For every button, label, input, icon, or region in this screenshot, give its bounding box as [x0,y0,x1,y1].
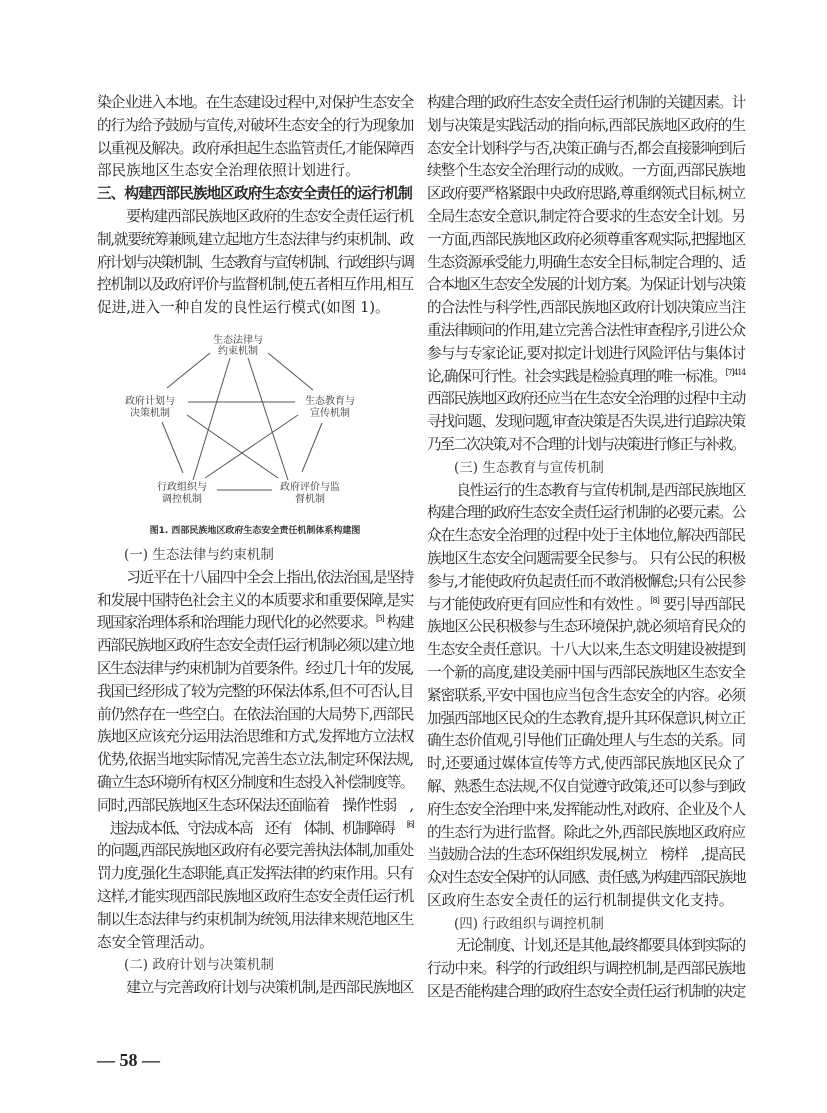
paragraph-line: 前仍然存在一些空白。在依法治国的大局势下,西部民 [97,705,414,723]
paragraph-line: 确立生态环境所有权区分制度和生态投入补偿制度等。 [97,773,413,791]
paragraph-line: 区生态法律与约束机制为首要条件。经过几十年的发展, [97,659,413,677]
edge-top-bottomleft [193,358,230,480]
figure-caption: 图1. 西部民族地区政府生态安全责任机制体系构建图 [149,525,361,536]
paragraph-line: 的行为给予鼓励与宣传,对破坏生态安全的行为现象加 [97,116,414,134]
right-column [427,92,745,1004]
node-right-line1: 生态教育与 [305,395,355,407]
paragraph-line: 与才能使政府更有回应性和有效性 。[8] 要引导西部民 [427,595,745,613]
paragraph-line: 府计划与决策机制、生态教育与宣传机制、行政组织与调 [97,253,413,271]
paragraph-line: 族地区应该充分运用法治思维和方式,发挥地方立法权 [97,728,414,746]
paragraph-line: 族地区生态安全问题需要全民参与。 只有公民的积极 [427,549,745,567]
paragraph-line: 论,确保可行性。社会实践是检验真理的唯一标准。$^{[7]414}$ [427,367,745,385]
paragraph-line: 良性运行的生态教育与宣传机制,是西部民族地区 [456,481,746,499]
citation-ref: [5] [376,614,384,624]
paragraph-line: 加强西部地区民众的生态教育,提升其环保意识,树立正 [427,709,745,727]
edge-left-bottomleft [162,422,183,473]
subsection-heading: (三) 生态教育与宣传机制 [454,459,604,476]
paragraph-line: 当鼓励合法的生态环保组织发展,树立 榜样 ,提高民 [427,846,745,864]
paragraph-line: 态安全管理活动。 [97,933,214,951]
paragraph-line: 解、熟悉生态法规,不仅自觉遵守政策,还可以参与到政 [427,777,745,795]
paragraph-line: 时,还要通过媒体宣传等方式,使西部民族地区民众了 [427,755,746,773]
paragraph-line: 区是否能构建合理的政府生态安全责任运行机制的决定 [427,983,745,1001]
paragraph-line: 的生态行为进行监督。除此之外,西部民族地区政府应 [427,823,745,841]
subsection-heading: (二) 政府计划与决策机制 [124,957,274,974]
paragraph-line: 制以生态法律与约束机制为统领,用法律来规范地区生 [97,910,414,928]
paragraph-line: 族地区公民积极参与生态环境保护,就必须培育民众的 [427,618,745,636]
paragraph-line: 态安全计划科学与否,决策正确与否,都会直接影响到后 [427,139,745,157]
paragraph-line: 划与决策是实践活动的指向标,西部民族地区政府的生 [427,116,745,134]
node-bottom-right-line2: 督机制 [295,493,325,505]
paragraph-line: 同时,西部民族地区生态环保法还面临着 操作性弱 , [97,796,413,814]
paragraph-line: 续整个生态安全治理行动的成败。一方面,西部民族地 [427,162,745,180]
paragraph-line: 行动中来。科学的行政组织与调控机制,是西部民族地 [427,960,745,978]
paragraph-line: 府生态安全治理中来,发挥能动性,对政府、企业及个人 [427,800,745,818]
left-column [97,92,413,1000]
paragraph-line: 寻找问题、发现问题,审查决策是否失误,进行追踪决策 [427,413,745,431]
paragraph-line: 习近平在十八届四中全会上指出,依法治国,是坚持 [126,568,413,586]
paragraph-line: 罚力度,强化生态职能,真正发挥法律的约束作用。只有 [97,865,413,883]
paragraph-line: 部民族地区生态安全治理依照计划进行。 [97,162,360,180]
paragraph-line: 参与,才能使政府负起责任而不敢消极懈怠;只有公民参 [427,572,745,590]
paragraph-line: 紧密联系,平安中国也应当包含生态安全的内容。必须 [427,686,745,704]
paragraph-line: 众对生态安全保护的认同感、责任感,为构建西部民族地 [427,869,745,887]
paragraph-line: 合本地区生态安全发展的计划方案。为保证计划与决策 [427,276,745,294]
section-heading: 三、构建西部民族地区政府生态安全责任的运行机制 [97,185,412,203]
node-top-line1: 生态法律与 [213,334,263,346]
paragraph-line: 全局生态安全意识,制定符合要求的生态安全计划。另 [427,207,745,225]
subsection-heading: (一) 生态法律与约束机制 [124,546,274,563]
paragraph-line: 制,就要统筹兼顾,建立起地方生态法律与约束机制、政 [97,230,413,248]
paragraph-line: 我国已经形成了较为完整的环保法体系,但不可否认,目 [97,682,413,700]
paragraph-line: 乃至二次决策,对不合理的计划与决策进行修正与补救。 [427,435,745,453]
citation-ref: [8] [650,595,659,605]
node-left-line1: 政府计划与 [125,395,175,407]
paragraph-line: 构建合理的政府生态安全责任运行机制的必要元素。公 [427,504,745,522]
mechanism-diagram [95,328,415,523]
paragraph-line: 的问题,西部民族地区政府有必要完善执法体制,加重处 [97,842,413,860]
paragraph-line: 生态资源承受能力,明确生态安全目标,制定合理的、适 [427,253,745,271]
node-right-line2: 宣传机制 [310,407,350,419]
paragraph-line: 以重视及解决。政府承担起生态监管责任,才能保障西 [97,139,414,157]
paragraph-line: 现国家治理体系和治理能力现代化的必然要求。[5] 构建 [97,614,413,632]
paragraph-line: 西部民族地区政府生态安全责任运行机制必须以建立地 [97,637,413,655]
paragraph-line: 违法成本低、守法成本高 还有 体制、机制障碍 [6] [97,819,413,837]
paragraph-line: 重法律顾问的作用,建立完善合法性审查程序,引进公众 [427,321,745,339]
node-bottom-right-line1: 政府评价与监 [280,481,340,493]
paragraph-line: 确生态价值观,引导他们正确处理人与生态的关系。同 [427,732,745,750]
paragraph-line: 一个新的高度,建设美丽中国与西部民族地区生态安全 [427,663,745,681]
paragraph-line: 生态安全责任意识。十八大以来,生态文明建设被提到 [427,641,745,659]
paragraph-line: 建立与完善政府计划与决策机制,是西部民族地区 [126,979,414,997]
paragraph-line: 无论制度、计划,还是其他,最终都要具体到实际的 [456,937,745,955]
edge-right-bottomright [302,423,322,472]
citation-ref: [7]414 [725,367,745,377]
edge-top-left [167,353,210,388]
paragraph-line: 众在生态安全治理的过程中处于主体地位,解决西部民 [427,527,745,545]
subsection-heading: (四) 行政组织与调控机制 [454,915,604,932]
paragraph-line: 区政府要严格紧跟中央政府思路,尊重纲领式目标,树立 [427,185,745,203]
paragraph-line: 的合法性与科学性,西部民族地区政府计划决策应当注 [427,299,745,317]
figure-1 [97,320,413,544]
edge-top-right [268,353,313,390]
page-number: — 58 — [97,1050,160,1070]
node-top-line2: 约束机制 [218,345,258,357]
node-bottom-left-line1: 行政组织与 [157,481,207,493]
paragraph-line: 区政府生态安全责任的运行机制提供文化支持。 [427,891,734,909]
paragraph-line: 参与与专家论证,要对拟定计划进行风险评估与集体讨 [427,344,745,362]
node-left-line2: 决策机制 [130,407,170,419]
left-text-after-figure [97,544,413,1000]
paragraph-line: 染企业进入本地。在生态建设过程中,对保护生态安全 [97,94,414,111]
paragraph-line: 促进,进入一种自发的良性运行模式(如图 1)。 [97,299,390,317]
paragraph-line: 构建合理的政府生态安全责任运行机制的关键因素。计 [427,94,745,111]
left-text-before-figure [97,92,413,320]
paragraph-line: 这样,才能实现西部民族地区政府生态安全责任运行机 [97,887,414,905]
paragraph-line: 控机制以及政府评价与监督机制,使五者相互作用,相互 [97,276,413,294]
citation-ref: [6] [406,819,413,829]
paragraph-line: 和发展中国特色社会主义的本质要求和重要保障,是实 [97,591,414,609]
paragraph-line: 西部民族地区政府还应当在生态安全治理的过程中主动 [427,390,745,408]
paragraph-line: 一方面,西部民族地区政府必须尊重客观实际,把握地区 [427,230,745,248]
node-bottom-left-line2: 调控机制 [162,493,202,505]
paragraph-line: 要构建西部民族地区政府的生态安全责任运行机 [126,207,413,225]
edge-left-bottomright [187,415,278,478]
paragraph-line: 优势,依据当地实际情况,完善生态立法,制定环保法规, [97,751,414,769]
